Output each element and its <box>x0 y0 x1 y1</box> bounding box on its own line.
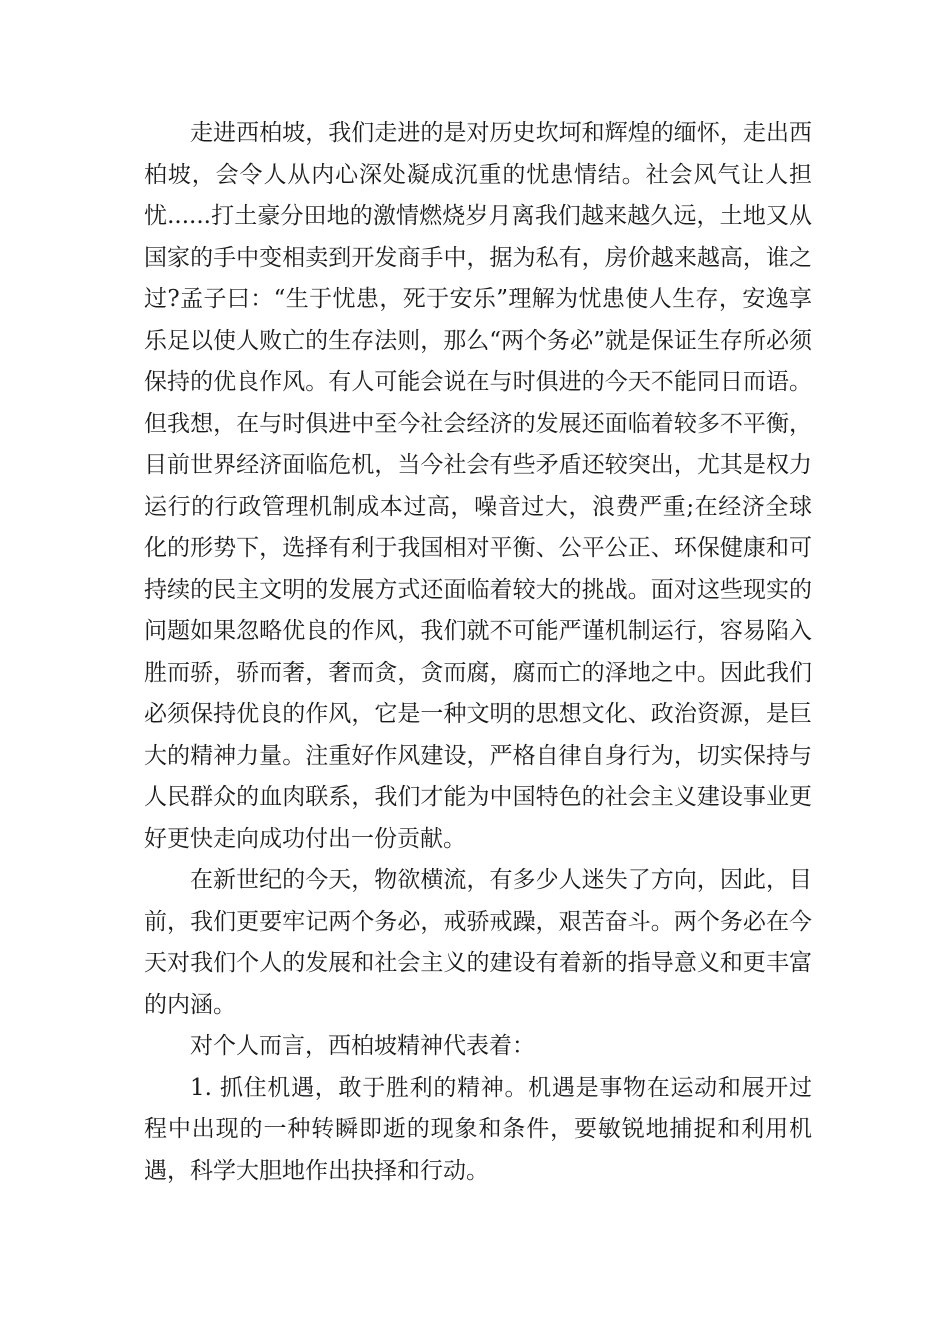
paragraph-xibaipo-reflection: 走进西柏坡，我们走进的是对历史坎坷和辉煌的缅怀，走出西柏坡，会令人从内心深处凝成沉重的忧患情结。社会风气让人担忧......打土豪分田地的激情燃烧岁月离我们越来越久远，土地又从国家的手中变相卖到开发商手中，据为私有，房价越来越高，谁之过?孟子曰：“生于忧患，死于安乐”理解为忧患使人生存，安逸享乐足以使人败亡的生存法则，那么“两个务必”就是保证生存所必须保持的优良作风。有人可能会说在与时俱进的今天不能同日而语。但我想，在与时俱进中至今社会经济的发展还面临着较多不平衡，目前世界经济面临危机，当今社会有些矛盾还较突出，尤其是权力运行的行政管理机制成本过高，噪音过大，浪费严重;在经济全球化的形势下，选择有利于我国相对平衡、公平公正、环保健康和可持续的民主文明的发展方式还面临着较大的挑战。面对这些现实的问题如果忽略优良的作风，我们就不可能严谨机制运行，容易陷入胜而骄，骄而奢，奢而贪，贪而腐，腐而亡的泽地之中。因此我们必须保持优良的作风，它是一种文明的思想文化、政治资源，是巨大的精神力量。注重好作风建设，严格自律自身行为，切实保持与人民群众的血肉联系，我们才能为中国特色的社会主义建设事业更好更快走向成功付出一份贡献。 <box>144 120 812 852</box>
paragraph-personal-intro: 对个人而言，西柏坡精神代表着： <box>190 1033 535 1059</box>
document-body <box>144 113 812 1192</box>
paragraph-new-century: 在新世纪的今天，物欲横流，有多少人迷失了方向，因此，目前，我们更要牢记两个务必，戒骄戒躁，艰苦奋斗。两个务必在今天对我们个人的发展和社会主义的建设有着新的指导意义和更丰富的内涵。 <box>144 867 812 1018</box>
paragraph-point-1: 1. 抓住机遇，敢于胜利的精神。机遇是事物在运动和展开过程中出现的一种转瞬即逝的现象和条件，要敏锐地捕捉和利用机遇，科学大胆地作出抉择和行动。 <box>144 1074 812 1184</box>
